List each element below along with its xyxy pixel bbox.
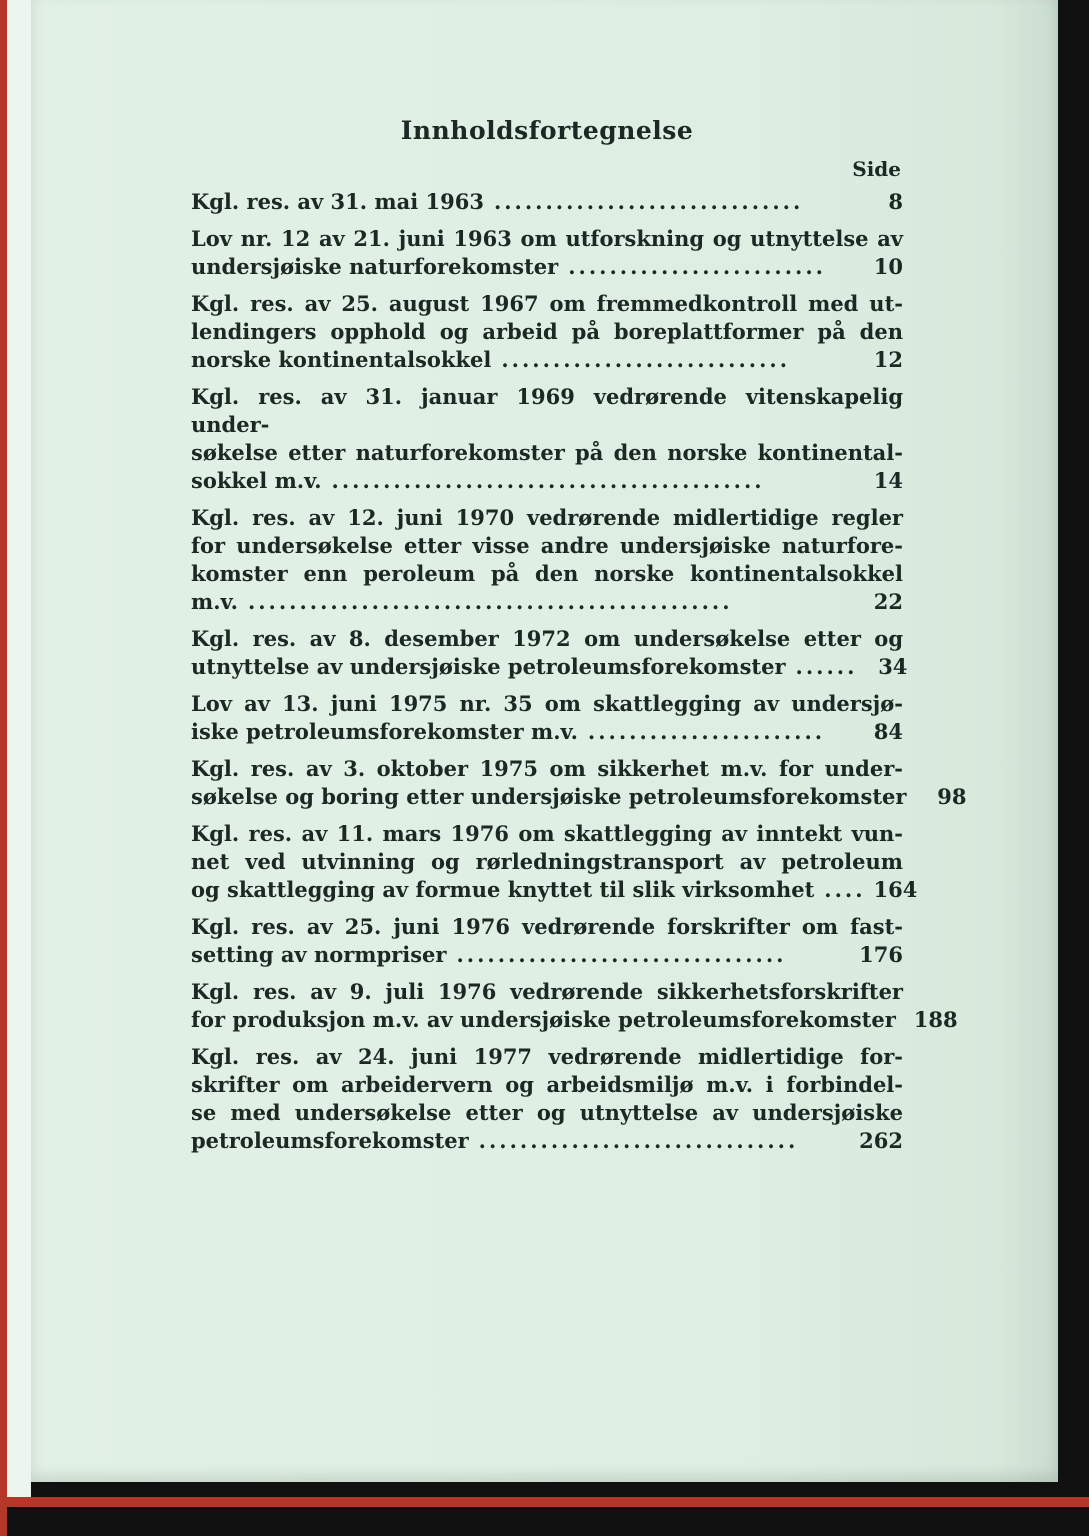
toc-entry [191, 290, 903, 374]
toc-page-number: 84 [873, 719, 903, 744]
toc-entry-line: Lov av 13. juni 1975 nr. 35 om skattlegging av undersjø- [191, 691, 903, 716]
toc-leader-dots: .......................................... [331, 468, 765, 493]
toc-entry-lastline [191, 1127, 903, 1155]
toc-entry-line: Kgl. res. av 11. mars 1976 om skattlegging av inntekt vun- [191, 821, 903, 846]
toc-page-number: 262 [859, 1128, 903, 1153]
toc-entry-line: Kgl. res. av 25. august 1967 om fremmedkontroll med ut- [191, 291, 903, 316]
toc-entry-lastline [191, 718, 903, 746]
toc-entry-line: Kgl. res. av 25. juni 1976 vedrørende forskrifter om fast- [191, 914, 903, 939]
toc-entry-text: utnyttelse av undersjøiske petroleumsforekomster [191, 654, 786, 679]
toc-entry-lastline [191, 941, 903, 969]
toc-entry [191, 188, 903, 216]
toc-entry-line: søkelse etter naturforekomster på den norske kontinental- [191, 440, 903, 465]
toc-entry-line: Kgl. res. av 24. juni 1977 vedrørende midlertidige for- [191, 1044, 903, 1069]
toc-entry-lastline [191, 588, 903, 616]
toc-entry [191, 690, 903, 746]
toc-entry [191, 1043, 903, 1155]
toc-entry-line: Kgl. res. av 3. oktober 1975 om sikkerhet m.v. for under- [191, 756, 903, 781]
toc-entry-text: norske kontinentalsokkel [191, 347, 492, 372]
toc-leader-dots: ...... [795, 654, 858, 679]
toc-entry-line: Kgl. res. av 12. juni 1970 vedrørende midlertidige regler [191, 505, 903, 530]
toc-entry-line: se med undersøkelse etter og utnyttelse av undersjøiske [191, 1100, 903, 1125]
toc-entry-text: undersjøiske naturforekomster [191, 254, 559, 279]
toc-entry [191, 504, 903, 616]
toc-entry-text: iske petroleumsforekomster m.v. [191, 719, 578, 744]
toc-entry-line: Kgl. res. av 8. desember 1972 om undersøkelse etter og [191, 626, 903, 651]
toc-entry-text: setting av normpriser [191, 942, 447, 967]
scan-edge-red-line-left [0, 0, 7, 1536]
toc-entry [191, 820, 918, 904]
toc-entry-text: Kgl. res. av 31. mai 1963 [191, 189, 484, 214]
toc-entry-line: net ved utvinning og rørledningstransport av petroleum [191, 849, 903, 874]
toc-page-number: 12 [873, 347, 903, 372]
toc-entry-line: lendingers opphold og arbeid på boreplattformer på den [191, 319, 903, 344]
toc-page-number: 8 [888, 189, 903, 214]
toc-entry-text: petroleumsforekomster [191, 1128, 469, 1153]
toc-entry-line: skrifter om arbeidervern og arbeidsmiljø m.v. i forbindel- [191, 1072, 903, 1097]
toc-leader-dots: ............................... [478, 1128, 799, 1153]
toc-entry-line: Kgl. res. av 31. januar 1969 vedrørende vitenskapelig under- [191, 384, 903, 437]
toc-entry-text: søkelse og boring etter undersjøiske petroleumsforekomster [191, 784, 907, 809]
toc-entry [191, 383, 903, 495]
toc-page-number: 22 [873, 589, 903, 614]
toc-entry [191, 913, 903, 969]
toc-entry-line: for undersøkelse etter visse andre undersjøiske naturfore- [191, 533, 903, 558]
toc-page-number: 10 [873, 254, 903, 279]
toc-leader-dots: ................................ [456, 942, 787, 967]
toc-entry-lastline [191, 653, 908, 681]
toc-content [191, 116, 967, 1164]
toc-entry [191, 755, 967, 811]
toc-entry-lastline [191, 1006, 958, 1034]
toc-entry-line: komster enn peroleum på den norske kontinentalsokkel [191, 561, 903, 586]
toc-entry [191, 225, 903, 281]
toc-entry-line: Kgl. res. av 9. juli 1976 vedrørende sikkerhetsforskrifter [191, 979, 903, 1004]
toc-leader-dots: ............................................... [247, 589, 733, 614]
toc-entry-lastline [191, 253, 903, 281]
toc-entry-text: for produksjon m.v. av undersjøiske petroleumsforekomster [191, 1007, 896, 1032]
toc-entry [191, 978, 958, 1034]
toc-page-number: 188 [913, 1007, 958, 1032]
toc-entry-lastline [191, 876, 918, 904]
toc-page-number: 98 [937, 784, 967, 809]
toc-leader-dots: ....................... [587, 719, 826, 744]
page-title: Innholdsfortegnelse [400, 116, 694, 145]
toc-leader-dots: ......................... [568, 254, 826, 279]
toc-entry [191, 625, 908, 681]
toc-page-number: 164 [873, 877, 918, 902]
toc-entry-text: og skattlegging av formue knyttet til slik virksomhet [191, 877, 815, 902]
toc-entry-line: Lov nr. 12 av 21. juni 1963 om utforskning og utnyttelse av [191, 226, 903, 251]
toc-page-number: 176 [859, 942, 903, 967]
scan-edge-light-strip [7, 0, 31, 1497]
toc-entry-text: sokkel m.v. [191, 468, 322, 493]
scan-edge-red-line-bottom [0, 1497, 1089, 1507]
toc-entry-lastline [191, 467, 903, 495]
toc-leader-dots: .............................. [493, 189, 804, 214]
toc-entry-lastline [191, 783, 967, 811]
toc-entry-lastline [191, 188, 903, 216]
toc-page-number: 34 [878, 654, 908, 679]
toc-page-number: 14 [873, 468, 903, 493]
page-column-header: Side [852, 157, 901, 181]
document-page [31, 0, 1058, 1482]
toc-leader-dots: ............................ [501, 347, 791, 372]
toc-leader-dots: .... [824, 877, 866, 902]
toc-entry-lastline [191, 346, 903, 374]
toc-entry-text: m.v. [191, 589, 238, 614]
toc-entries [191, 188, 967, 1155]
